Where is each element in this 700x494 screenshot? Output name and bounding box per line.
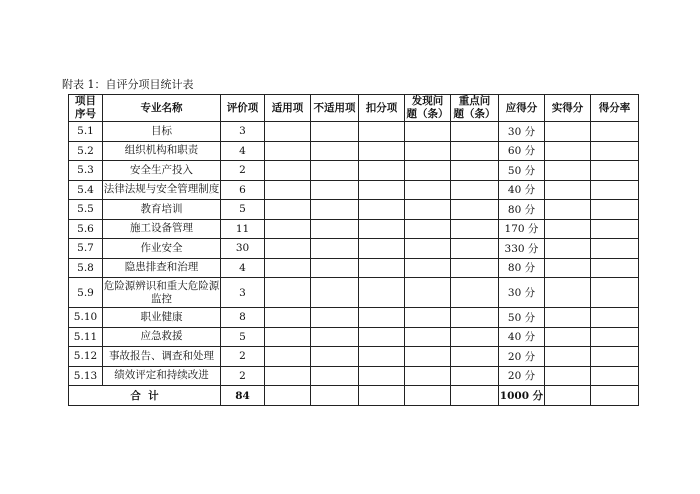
row-major (451, 258, 499, 278)
header-applicable: 适用项 (265, 95, 311, 122)
row-rate (591, 219, 639, 239)
row-major (451, 219, 499, 239)
row-actual (545, 347, 591, 367)
row-index: 5.6 (69, 219, 103, 239)
table-row (69, 366, 639, 386)
row-eval: 30 (221, 239, 265, 259)
total-eval: 84 (221, 386, 265, 406)
row-eval: 4 (221, 141, 265, 161)
total-rate (591, 386, 639, 406)
row-eval: 3 (221, 278, 265, 308)
row-index: 5.1 (69, 122, 103, 142)
row-name: 绩效评定和持续改进 (103, 366, 221, 386)
row-actual (545, 258, 591, 278)
row-actual (545, 141, 591, 161)
row-index: 5.7 (69, 239, 103, 259)
row-not-applicable (311, 308, 359, 328)
row-found (405, 308, 451, 328)
row-index: 5.11 (69, 327, 103, 347)
row-rate (591, 180, 639, 200)
row-deduct (359, 122, 405, 142)
row-applicable (265, 347, 311, 367)
row-eval: 11 (221, 219, 265, 239)
row-applicable (265, 327, 311, 347)
row-due: 40 分 (499, 327, 545, 347)
row-not-applicable (311, 278, 359, 308)
row-rate (591, 366, 639, 386)
row-not-applicable (311, 122, 359, 142)
row-major (451, 278, 499, 308)
row-rate (591, 200, 639, 220)
row-due: 20 分 (499, 366, 545, 386)
row-deduct (359, 239, 405, 259)
header-rate: 得分率 (591, 95, 639, 122)
row-applicable (265, 122, 311, 142)
row-due: 80 分 (499, 200, 545, 220)
row-deduct (359, 200, 405, 220)
total-actual (545, 386, 591, 406)
row-deduct (359, 347, 405, 367)
header-major-text: 重点问 题（条） (453, 95, 496, 120)
table-row (69, 347, 639, 367)
row-not-applicable (311, 327, 359, 347)
row-rate (591, 327, 639, 347)
row-rate (591, 122, 639, 142)
row-index: 5.2 (69, 141, 103, 161)
row-rate (591, 161, 639, 181)
row-eval: 6 (221, 180, 265, 200)
header-name: 专业名称 (103, 95, 221, 122)
header-major (451, 95, 499, 122)
row-name: 职业健康 (103, 308, 221, 328)
row-not-applicable (311, 180, 359, 200)
self-score-statistics-table (68, 94, 639, 406)
row-due: 20 分 (499, 347, 545, 367)
table-row (69, 278, 639, 308)
row-found (405, 219, 451, 239)
row-not-applicable (311, 161, 359, 181)
row-major (451, 141, 499, 161)
row-deduct (359, 308, 405, 328)
table-row (69, 258, 639, 278)
row-index: 5.12 (69, 347, 103, 367)
row-deduct (359, 327, 405, 347)
row-applicable (265, 366, 311, 386)
row-name: 作业安全 (103, 239, 221, 259)
row-rate (591, 308, 639, 328)
row-name: 危险源辨识和重大危险源监控 (103, 278, 221, 308)
table-row (69, 327, 639, 347)
row-name: 教育培训 (103, 200, 221, 220)
row-major (451, 327, 499, 347)
row-major (451, 366, 499, 386)
row-found (405, 122, 451, 142)
row-deduct (359, 161, 405, 181)
row-index: 5.3 (69, 161, 103, 181)
row-due: 40 分 (499, 180, 545, 200)
row-not-applicable (311, 258, 359, 278)
row-due: 50 分 (499, 161, 545, 181)
row-major (451, 200, 499, 220)
row-rate (591, 141, 639, 161)
total-due: 1000 分 (499, 386, 545, 406)
row-rate (591, 258, 639, 278)
total-major (451, 386, 499, 406)
row-name: 目标 (103, 122, 221, 142)
row-eval: 2 (221, 161, 265, 181)
table-caption: 附表 1：自评分项目统计表 (62, 78, 194, 91)
row-not-applicable (311, 141, 359, 161)
table-row (69, 180, 639, 200)
row-major (451, 122, 499, 142)
row-found (405, 200, 451, 220)
row-name: 事故报告、调查和处理 (103, 347, 221, 367)
row-name: 法律法规与安全管理制度 (103, 180, 221, 200)
total-label: 合 计 (69, 386, 221, 406)
row-applicable (265, 161, 311, 181)
row-applicable (265, 239, 311, 259)
row-found (405, 141, 451, 161)
row-applicable (265, 180, 311, 200)
row-actual (545, 122, 591, 142)
row-major (451, 161, 499, 181)
header-due: 应得分 (499, 95, 545, 122)
row-deduct (359, 278, 405, 308)
row-name: 安全生产投入 (103, 161, 221, 181)
row-eval: 5 (221, 327, 265, 347)
table-row (69, 122, 639, 142)
table-row (69, 200, 639, 220)
row-due: 330 分 (499, 239, 545, 259)
row-name: 施工设备管理 (103, 219, 221, 239)
row-actual (545, 161, 591, 181)
row-applicable (265, 200, 311, 220)
row-actual (545, 200, 591, 220)
table-row (69, 308, 639, 328)
row-actual (545, 366, 591, 386)
row-due: 50 分 (499, 308, 545, 328)
row-name: 隐患排查和治理 (103, 258, 221, 278)
row-actual (545, 278, 591, 308)
total-not-applicable (311, 386, 359, 406)
row-applicable (265, 141, 311, 161)
row-found (405, 161, 451, 181)
header-index (69, 95, 103, 122)
row-due: 30 分 (499, 278, 545, 308)
row-applicable (265, 308, 311, 328)
row-major (451, 347, 499, 367)
row-applicable (265, 219, 311, 239)
table-row (69, 141, 639, 161)
row-actual (545, 180, 591, 200)
total-applicable (265, 386, 311, 406)
row-found (405, 239, 451, 259)
row-found (405, 366, 451, 386)
row-due: 60 分 (499, 141, 545, 161)
row-applicable (265, 258, 311, 278)
row-applicable (265, 278, 311, 308)
row-not-applicable (311, 239, 359, 259)
row-eval: 2 (221, 366, 265, 386)
row-index: 5.10 (69, 308, 103, 328)
row-major (451, 239, 499, 259)
row-found (405, 327, 451, 347)
row-index: 5.9 (69, 278, 103, 308)
row-due: 30 分 (499, 122, 545, 142)
header-eval: 评价项 (221, 95, 265, 122)
row-deduct (359, 141, 405, 161)
header-found-text: 发现问 题（条） (406, 95, 449, 120)
row-index: 5.4 (69, 180, 103, 200)
row-index: 5.5 (69, 200, 103, 220)
row-name: 组织机构和职责 (103, 141, 221, 161)
row-deduct (359, 219, 405, 239)
table-row (69, 239, 639, 259)
row-due: 170 分 (499, 219, 545, 239)
row-deduct (359, 180, 405, 200)
row-eval: 8 (221, 308, 265, 328)
row-deduct (359, 366, 405, 386)
row-index: 5.13 (69, 366, 103, 386)
row-not-applicable (311, 366, 359, 386)
row-due: 80 分 (499, 258, 545, 278)
total-found (405, 386, 451, 406)
header-index-text: 项目 序号 (75, 95, 96, 120)
row-found (405, 278, 451, 308)
row-actual (545, 219, 591, 239)
header-not-applicable: 不适用项 (311, 95, 359, 122)
row-actual (545, 327, 591, 347)
row-rate (591, 239, 639, 259)
table-row (69, 219, 639, 239)
total-deduct (359, 386, 405, 406)
header-actual: 实得分 (545, 95, 591, 122)
row-rate (591, 278, 639, 308)
header-found (405, 95, 451, 122)
row-not-applicable (311, 219, 359, 239)
row-found (405, 180, 451, 200)
row-rate (591, 347, 639, 367)
header-row (69, 95, 639, 122)
table-row (69, 161, 639, 181)
row-name: 应急救援 (103, 327, 221, 347)
row-not-applicable (311, 347, 359, 367)
row-found (405, 258, 451, 278)
row-eval: 5 (221, 200, 265, 220)
row-deduct (359, 258, 405, 278)
row-eval: 3 (221, 122, 265, 142)
row-actual (545, 239, 591, 259)
row-eval: 4 (221, 258, 265, 278)
row-actual (545, 308, 591, 328)
row-eval: 2 (221, 347, 265, 367)
header-deduct: 扣分项 (359, 95, 405, 122)
row-index: 5.8 (69, 258, 103, 278)
row-major (451, 180, 499, 200)
total-row (69, 386, 639, 406)
row-major (451, 308, 499, 328)
row-found (405, 347, 451, 367)
row-not-applicable (311, 200, 359, 220)
